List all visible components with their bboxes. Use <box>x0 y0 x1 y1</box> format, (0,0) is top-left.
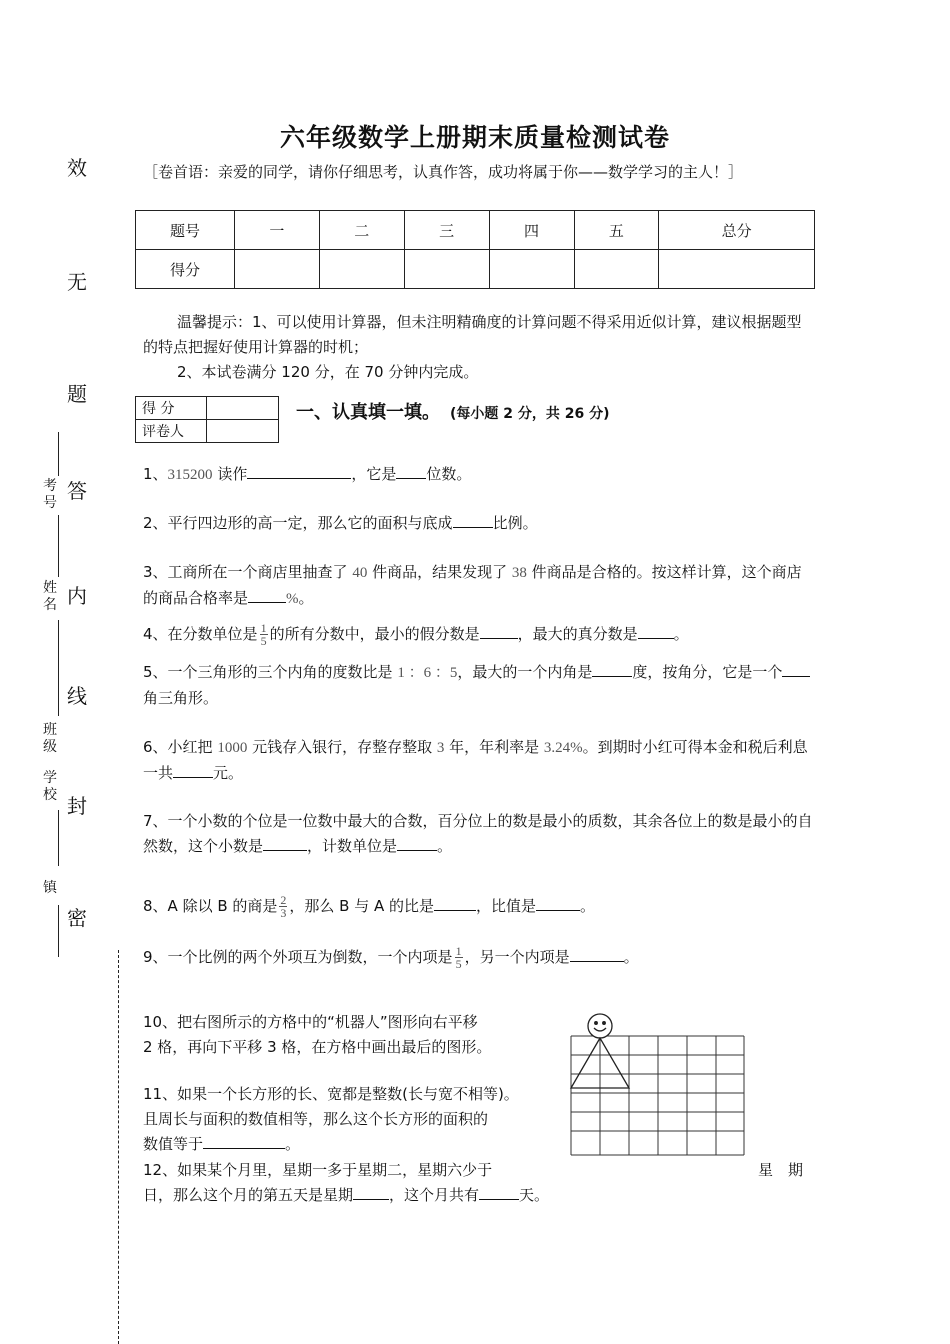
question-8 <box>143 894 815 919</box>
q1-text: ，它是 <box>351 465 397 483</box>
score-row-label: 得分 <box>136 250 235 289</box>
question-number: 4、 <box>143 625 168 643</box>
q11-text: 如果一个长方形的长、宽都是整数(长与宽不相等)。 <box>177 1085 519 1103</box>
question-number: 12、 <box>143 1161 178 1179</box>
question-11 <box>143 1082 553 1157</box>
q12-text-right: 星 期 <box>758 1161 804 1179</box>
q11-text: 。 <box>285 1135 301 1153</box>
q10-text: 2 格，再向下平移 3 格，在方格中画出最后的图形。 <box>143 1038 492 1056</box>
grading-score-cell[interactable] <box>207 397 279 420</box>
score-header-cell: 题号 <box>136 211 235 250</box>
question-number: 2、 <box>143 514 168 532</box>
q7-text: ，计数单位是 <box>307 837 398 855</box>
fraction <box>260 622 268 647</box>
robot-grid-figure[interactable] <box>566 1012 750 1160</box>
field-class-label: 班级 <box>43 722 57 755</box>
grid-lines <box>571 1036 744 1155</box>
seal-char: 无 <box>67 270 87 294</box>
answer-blank[interactable] <box>592 660 632 677</box>
q5-ratio: 1 ：6 ：5 <box>397 665 458 681</box>
question-5 <box>143 660 815 711</box>
score-cell[interactable] <box>319 250 404 289</box>
fraction-numerator: 1 <box>455 944 462 958</box>
answer-blank[interactable] <box>173 761 213 778</box>
field-town-label: 镇 <box>43 880 57 896</box>
q7-text: 一个小数的个位是一位数中最大的合数，百分位上的数是最小的质数，其余各位上的数是最小的自然数，这个小数是 <box>143 812 813 855</box>
section-1-title: 一、认真填一填。 <box>296 402 440 423</box>
score-header-cell: 五 <box>574 211 659 250</box>
q4-text: 在分数单位是 <box>167 625 258 643</box>
q5-text: 角三角形。 <box>143 689 219 707</box>
q1-number: 315200 <box>167 467 213 483</box>
score-cell[interactable] <box>659 250 815 289</box>
q2-text: 平行四边形的高一定，那么它的面积与底成 <box>167 514 453 532</box>
q11-text: 数值等于 <box>143 1135 204 1153</box>
q6-number: 3 <box>436 740 445 756</box>
field-exam-number-label: 考号 <box>43 478 57 511</box>
field-town-line[interactable] <box>58 905 59 957</box>
question-number: 1、 <box>143 465 168 483</box>
q12-text: 天。 <box>519 1186 550 1204</box>
fraction-numerator: 2 <box>280 893 287 907</box>
field-school-line[interactable] <box>58 810 59 866</box>
question-number: 8、 <box>143 897 168 915</box>
grading-grader-label: 评卷人 <box>136 420 207 443</box>
question-12-line-2 <box>143 1183 815 1208</box>
score-header-cell: 一 <box>235 211 320 250</box>
q7-text: 。 <box>437 837 453 855</box>
seal-dashed-line <box>118 950 119 1344</box>
q9-text: 一个比例的两个外项互为倒数，一个内项是 <box>167 948 453 966</box>
score-header-cell: 三 <box>404 211 489 250</box>
q8-text: 。 <box>580 897 596 915</box>
field-name-line[interactable] <box>58 515 59 577</box>
question-number: 3、 <box>143 563 168 581</box>
answer-blank[interactable] <box>479 1183 519 1200</box>
answer-blank[interactable] <box>263 834 307 851</box>
q4-text: ，最大的真分数是 <box>517 625 638 643</box>
score-header-cell: 二 <box>319 211 404 250</box>
answer-blank[interactable] <box>638 622 674 639</box>
q6-text: 。到期时小红可得本金和税后利息一共 <box>143 738 808 782</box>
q5-text: 度，按角分，它是一个 <box>632 663 783 681</box>
answer-blank[interactable] <box>396 462 426 479</box>
question-12 <box>143 1158 563 1183</box>
q12-text: 日，那么这个月的第五天是星期 <box>143 1186 354 1204</box>
answer-blank[interactable] <box>536 894 580 911</box>
grading-grader-cell[interactable] <box>207 420 279 443</box>
answer-blank[interactable] <box>397 834 437 851</box>
q4-text: 。 <box>673 625 689 643</box>
q12-text: 如果某个月里，星期一多于星期二，星期六少于 <box>177 1161 493 1179</box>
answer-blank[interactable] <box>453 511 493 528</box>
score-header-cell: 四 <box>489 211 574 250</box>
answer-blank[interactable] <box>247 462 351 479</box>
q5-text: ，最大的一个内角是 <box>457 663 593 681</box>
grading-table <box>135 396 279 443</box>
seal-char: 线 <box>67 684 87 708</box>
question-4 <box>143 622 815 647</box>
q5-text: 一个三角形的三个内角的度数比是 <box>167 663 398 681</box>
intro-text: ［卷首语：亲爱的同学，请你仔细思考，认真作答，成功将属于你——数学学习的主人！］ <box>143 163 744 181</box>
q3-number: 40 <box>352 565 368 581</box>
question-1 <box>143 462 815 488</box>
page-title: 六年级数学上册期末质量检测试卷 <box>279 123 670 152</box>
q12-text: ，这个月共有 <box>389 1186 480 1204</box>
field-exam-number-line[interactable] <box>58 432 59 476</box>
answer-blank[interactable] <box>248 586 286 603</box>
section-1-heading <box>296 398 610 424</box>
q3-number: 38 <box>511 565 527 581</box>
score-cell[interactable] <box>489 250 574 289</box>
q9-text: 。 <box>623 948 639 966</box>
fraction-numerator: 1 <box>260 621 267 635</box>
fraction <box>455 945 463 970</box>
question-number: 7、 <box>143 812 168 830</box>
score-cell[interactable] <box>404 250 489 289</box>
section-1-note: (每小题 2 分，共 26 分) <box>450 406 610 422</box>
field-school-label: 学校 <box>43 770 57 803</box>
q3-text: 。 <box>298 589 314 607</box>
fraction-denominator: 3 <box>280 906 287 920</box>
q1-text: 位数。 <box>426 465 472 483</box>
q6-text: 年，年利率是 <box>444 738 544 756</box>
score-table-score-row <box>136 250 815 289</box>
question-9 <box>143 945 815 970</box>
q8-text: ，比值是 <box>476 897 537 915</box>
q6-text: 元。 <box>213 764 244 782</box>
question-number: 11、 <box>143 1085 178 1103</box>
seal-char: 效 <box>67 156 87 180</box>
q2-text: 比例。 <box>492 514 538 532</box>
q3-text: 工商所在一个商店里抽查了 <box>167 563 353 581</box>
question-10 <box>143 1010 543 1060</box>
answer-blank[interactable] <box>480 622 518 639</box>
question-number: 6、 <box>143 738 168 756</box>
q4-text: 的所有分数中，最小的假分数是 <box>269 625 480 643</box>
fraction-denominator: 5 <box>455 957 462 971</box>
score-table-header-row <box>136 211 815 250</box>
seal-char: 内 <box>67 584 87 608</box>
score-header-cell: 总分 <box>659 211 815 250</box>
tip-line-1: 温馨提示：1、可以使用计算器，但未注明精确度的计算问题不得采用近似计算，建议根据题型的特点把握好使用计算器的时机； <box>143 313 802 356</box>
seal-char: 题 <box>67 382 87 406</box>
seal-char: 密 <box>67 906 87 930</box>
q6-text: 小红把 <box>167 738 218 756</box>
q1-text: 读作 <box>212 465 248 483</box>
question-6 <box>143 735 815 786</box>
q10-text: 把右图所示的方格中的“机器人”图形向右平移 <box>177 1013 478 1031</box>
q6-rate: 3.24% <box>543 740 583 756</box>
answer-blank[interactable] <box>570 945 624 962</box>
question-number: 9、 <box>143 948 168 966</box>
answer-blank[interactable] <box>434 894 476 911</box>
fraction <box>279 894 287 919</box>
seal-char: 封 <box>67 794 87 818</box>
fraction-denominator: 5 <box>260 634 267 648</box>
question-7 <box>143 809 815 859</box>
question-number: 5、 <box>143 663 168 681</box>
q6-text: 元钱存入银行，存整存整取 <box>247 738 437 756</box>
score-cell[interactable] <box>235 250 320 289</box>
score-table <box>135 210 815 289</box>
q8-text: ，那么 B 与 A 的比是 <box>289 897 435 915</box>
q3-text: 件商品是合格的。按这样计算，这个商店的商品合格率是 <box>143 563 802 607</box>
seal-char: 答 <box>67 479 87 503</box>
question-number: 10、 <box>143 1013 178 1031</box>
q9-text: ，另一个内项是 <box>464 948 570 966</box>
answer-blank[interactable] <box>353 1183 389 1200</box>
score-cell[interactable] <box>574 250 659 289</box>
field-class-line[interactable] <box>58 620 59 716</box>
answer-blank[interactable] <box>203 1132 285 1149</box>
answer-blank[interactable] <box>782 660 810 677</box>
question-2 <box>143 511 815 536</box>
q8-text: A 除以 B 的商是 <box>167 897 278 915</box>
q11-text: 且周长与面积的数值相等，那么这个长方形的面积的 <box>143 1110 489 1128</box>
tip-line-2: 2、本试卷满分 120 分，在 70 分钟内完成。 <box>177 363 479 381</box>
grading-score-label: 得 分 <box>136 397 207 420</box>
q6-number: 1000 <box>217 740 248 756</box>
field-name-label: 姓名 <box>43 580 57 613</box>
q3-text: 件商品，结果发现了 <box>367 563 512 581</box>
q3-percent: % <box>286 591 299 607</box>
question-3 <box>143 560 815 612</box>
